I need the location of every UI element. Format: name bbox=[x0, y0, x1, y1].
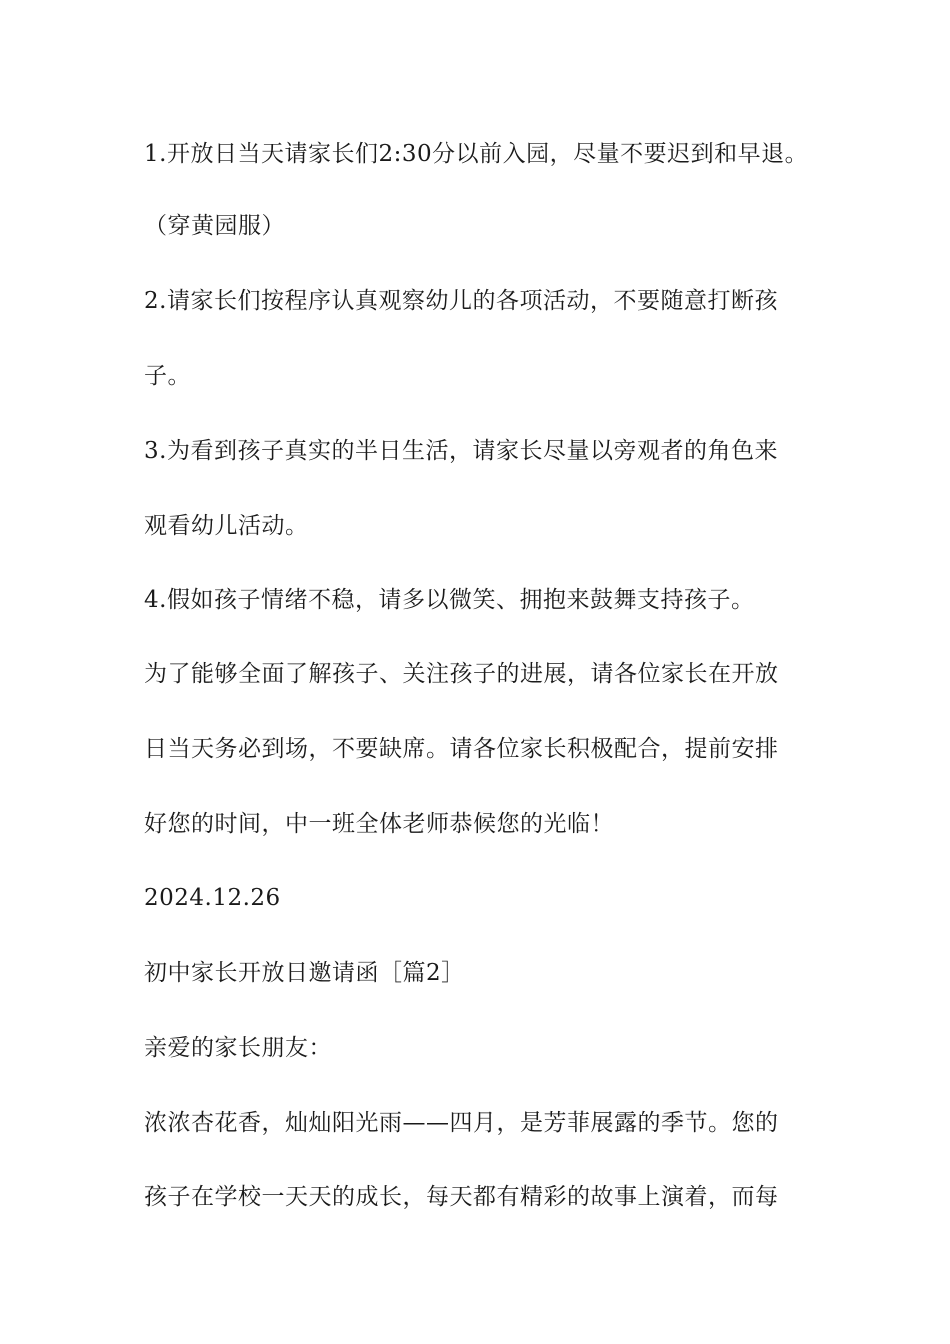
text-line: 1.开放日当天请家长们2:30分以前入园，尽量不要迟到和早退。 bbox=[144, 141, 809, 167]
text-line: 日当天务必到场，不要缺席。请各位家长积极配合，提前安排 bbox=[144, 736, 779, 762]
text-line: 2.请家长们按程序认真观察幼儿的各项活动，不要随意打断孩 bbox=[144, 288, 778, 314]
text-line: 子。 bbox=[144, 363, 191, 389]
section-heading: 初中家长开放日邀请函［篇2］ bbox=[144, 960, 465, 986]
text-line: 3.为看到孩子真实的半日生活，请家长尽量以旁观者的角色来 bbox=[144, 438, 778, 464]
text-line: 浓浓杏花香，灿灿阳光雨——四月，是芳菲展露的季节。您的 bbox=[144, 1110, 779, 1136]
text-line: 4.假如孩子情绪不稳，请多以微笑、拥抱来鼓舞支持孩子。 bbox=[144, 587, 755, 613]
text-line: 好您的时间，中一班全体老师恭候您的光临！ bbox=[144, 811, 614, 837]
date-line: 2024.12.26 bbox=[144, 885, 281, 911]
salutation: 亲爱的家长朋友： bbox=[144, 1035, 332, 1061]
text-line: 观看幼儿活动。 bbox=[144, 513, 309, 539]
text-line: （穿黄园服） bbox=[144, 213, 285, 239]
text-line: 为了能够全面了解孩子、关注孩子的进展，请各位家长在开放 bbox=[144, 661, 779, 687]
text-line: 孩子在学校一天天的成长，每天都有精彩的故事上演着，而每 bbox=[144, 1184, 779, 1210]
